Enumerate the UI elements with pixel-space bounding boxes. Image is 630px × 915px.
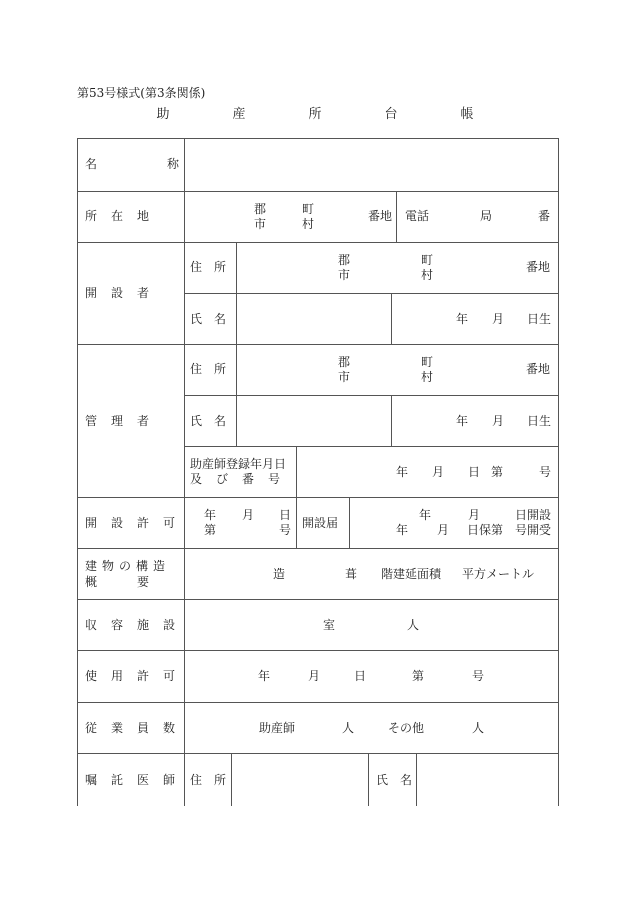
- building-fuki: 葺: [345, 567, 358, 581]
- registry-form: [77, 138, 559, 806]
- building-unit: 平方メートル: [462, 567, 535, 581]
- building-zou: 造: [273, 567, 286, 581]
- founder-address-label: 住 所: [190, 260, 227, 274]
- manager-reg-year: 年: [396, 465, 409, 479]
- location-kyoku: 局: [480, 209, 493, 223]
- manager-mura: 村: [421, 370, 434, 384]
- founder-year: 年: [456, 312, 469, 326]
- use-permit-day: 日: [354, 669, 367, 683]
- use-permit-dai: 第: [412, 669, 425, 683]
- manager-address-label: 住 所: [190, 362, 227, 376]
- founder-shi: 市: [338, 268, 351, 282]
- manager-reg-dai: 第: [491, 465, 504, 479]
- founder-banchi: 番地: [526, 260, 551, 274]
- founder-gun: 郡: [338, 253, 351, 267]
- founder-name-field[interactable]: [237, 294, 391, 344]
- doctor-name-label: 氏 名: [376, 773, 413, 787]
- manager-shi: 市: [338, 370, 351, 384]
- staff-midwife-unit: 人: [342, 721, 355, 735]
- permit-go: 号: [279, 523, 292, 537]
- manager-name-field[interactable]: [237, 396, 391, 446]
- manager-reg-month: 月: [432, 465, 445, 479]
- permit-month: 月: [242, 508, 255, 522]
- permit-dai: 第: [204, 523, 217, 537]
- founder-name-label: 氏 名: [190, 312, 227, 326]
- form-number-label: 第53号様式(第3条関係): [77, 86, 206, 100]
- manager-reg-day: 日: [468, 465, 481, 479]
- founder-birth: 日生: [527, 312, 552, 326]
- permit-notice-month1: 月: [468, 508, 481, 522]
- doctor-label: 嘱 託 医 師: [85, 773, 177, 787]
- use-permit-go: 号: [472, 669, 485, 683]
- founder-label: 開 設 者: [85, 286, 151, 300]
- permit-year: 年: [204, 508, 217, 522]
- name-label-right: 称: [167, 157, 180, 171]
- manager-year: 年: [456, 414, 469, 428]
- manager-gun: 郡: [338, 355, 351, 369]
- staff-other-unit: 人: [472, 721, 485, 735]
- manager-machi: 町: [421, 355, 434, 369]
- doctor-address-field[interactable]: [232, 754, 368, 806]
- permit-day: 日: [279, 508, 292, 522]
- staff-other: その他: [388, 721, 425, 735]
- capacity-person: 人: [407, 618, 420, 632]
- capacity-room: 室: [323, 618, 336, 632]
- doctor-address-label: 住 所: [190, 773, 227, 787]
- name-label-left: 名: [85, 157, 98, 171]
- location-label: 所 在 地: [85, 209, 151, 223]
- location-ban: 番: [538, 209, 551, 223]
- building-label-1: 建物の構造: [85, 559, 171, 573]
- permit-notice-month2: 月: [437, 523, 450, 537]
- permit-notice-accept: 日保第 号開受: [467, 523, 552, 537]
- capacity-label: 収 容 施 設: [85, 618, 177, 632]
- manager-reg-label-1: 助産師登録年月日: [190, 457, 287, 471]
- location-machi: 町: [302, 202, 315, 216]
- permit-notice-year1: 年: [419, 508, 432, 522]
- manager-name-label: 氏 名: [190, 414, 227, 428]
- manager-month: 月: [492, 414, 505, 428]
- doctor-name-field[interactable]: [417, 754, 558, 806]
- manager-reg-go: 号: [539, 465, 552, 479]
- use-permit-label: 使 用 許 可: [85, 669, 177, 683]
- founder-month: 月: [492, 312, 505, 326]
- manager-label: 管 理 者: [85, 414, 151, 428]
- use-permit-year: 年: [258, 669, 271, 683]
- building-kai: 階建延面積: [381, 567, 442, 581]
- permit-notice-label: 開設届: [302, 516, 339, 530]
- location-banchi: 番地: [368, 209, 393, 223]
- location-mura: 村: [302, 217, 315, 231]
- building-label-2: 概 要: [85, 575, 151, 589]
- permit-notice-open: 日開設: [515, 508, 552, 522]
- founder-machi: 町: [421, 253, 434, 267]
- permit-label: 開 設 許 可: [85, 516, 177, 530]
- name-field[interactable]: [185, 140, 558, 191]
- location-tel: 電話: [405, 209, 430, 223]
- location-shi: 市: [254, 217, 267, 231]
- manager-reg-label-2: 及 び 番 号: [190, 472, 282, 486]
- use-permit-month: 月: [308, 669, 321, 683]
- staff-midwife: 助産師: [259, 721, 296, 735]
- manager-banchi: 番地: [526, 362, 551, 376]
- location-gun: 郡: [254, 202, 267, 216]
- permit-notice-year2: 年: [396, 523, 409, 537]
- staff-label: 従 業 員 数: [85, 721, 177, 735]
- manager-birth: 日生: [527, 414, 552, 428]
- founder-mura: 村: [421, 268, 434, 282]
- page-title: 助 産 所 台 帳: [156, 107, 499, 122]
